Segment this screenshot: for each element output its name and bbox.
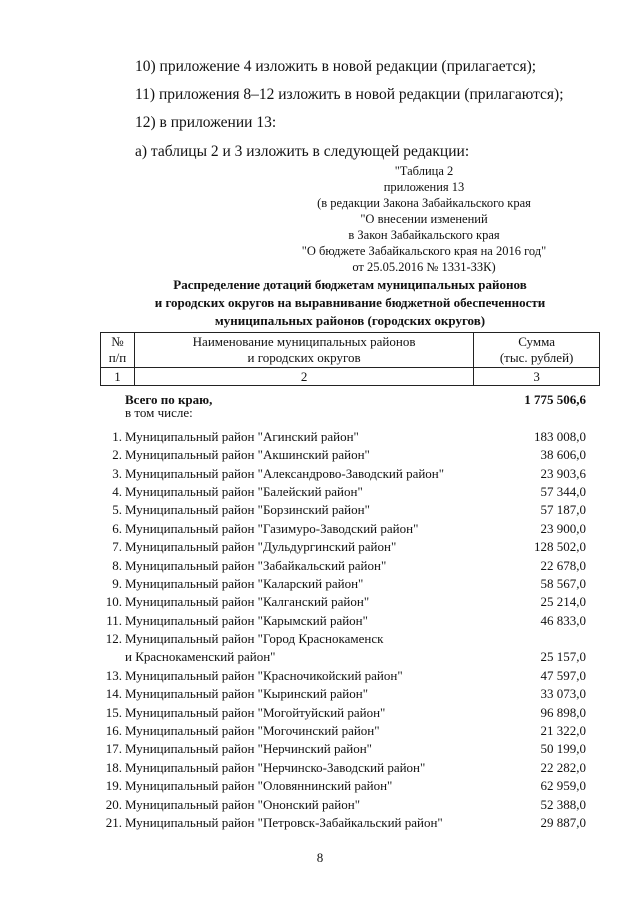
- row-number: 5.: [112, 502, 122, 518]
- header-line: "О бюджете Забайкальского края на 2016 год": [301, 244, 547, 258]
- row-value: 57 187,0: [540, 502, 586, 518]
- header-line: от 25.05.2016 № 1331-ЗЗК): [352, 260, 496, 274]
- header-line: (в редакции Закона Забайкальского края: [317, 196, 531, 210]
- title-line: муниципальных районов (городских округов): [214, 313, 486, 328]
- row-number: 8.: [112, 557, 122, 573]
- row-value: 46 833,0: [540, 612, 586, 628]
- table-row: [100, 538, 600, 556]
- row-value: 23 903,6: [540, 465, 586, 481]
- header-line: в Закон Забайкальского края: [348, 228, 500, 242]
- row-name: Муниципальный район "Газимуро-Заводский район": [125, 520, 419, 536]
- title-line: Распределение дотаций бюджетам муниципальных районов: [173, 277, 527, 292]
- row-value: 33 073,0: [540, 686, 586, 702]
- row-value: 96 898,0: [540, 704, 586, 720]
- row-name-continued: и Краснокаменский район": [125, 649, 276, 665]
- row-value: 21 322,0: [540, 723, 586, 739]
- col-sum-line: Сумма: [518, 334, 556, 349]
- paragraph-11: 11) приложения 8–12 изложить в новой редакции (прилагаются);: [135, 86, 564, 103]
- table-row: [100, 612, 600, 630]
- row-number: 11.: [106, 612, 122, 628]
- table-row: [100, 759, 600, 777]
- row-value: 22 282,0: [540, 759, 586, 775]
- row-name: Муниципальный район "Петровск-Забайкальский район": [125, 815, 443, 831]
- row-name: Муниципальный район "Красночикойский район": [125, 667, 403, 683]
- document-title: [100, 276, 600, 330]
- row-name: Муниципальный район "Балейский район": [125, 483, 363, 499]
- row-value: 50 199,0: [540, 741, 586, 757]
- row-value: 52 388,0: [540, 796, 586, 812]
- row-name: Муниципальный район "Кыринский район": [125, 686, 369, 702]
- header-line: "Таблица 2: [394, 164, 454, 178]
- paragraph-a: а) таблицы 2 и 3 изложить в следующей редакции:: [135, 143, 470, 160]
- total-row: [100, 391, 600, 428]
- table-body: [100, 391, 600, 832]
- row-number: 7.: [112, 539, 122, 555]
- row-name: Муниципальный район "Ононский район": [125, 796, 361, 812]
- row-value: 47 597,0: [540, 667, 586, 683]
- index-cell: 2: [134, 368, 473, 386]
- row-number: 19.: [105, 778, 122, 794]
- row-name: Муниципальный район "Дульдургинский район": [125, 539, 397, 555]
- index-cell: 3: [474, 368, 600, 386]
- row-number: 16.: [105, 723, 122, 739]
- table-row: [100, 575, 600, 593]
- row-name: Муниципальный район "Александрово-Заводский район": [125, 465, 445, 481]
- row-number: 20.: [105, 796, 122, 812]
- col-num-line: №: [111, 334, 124, 349]
- row-number: 9.: [112, 575, 122, 591]
- index-cell: 1: [101, 368, 135, 386]
- row-number: 6.: [112, 520, 122, 536]
- table-row: [100, 704, 600, 722]
- row-number: 15.: [105, 704, 122, 720]
- page-number: 8: [316, 850, 324, 865]
- total-label: Всего по краю,: [125, 392, 213, 407]
- row-number: 13.: [105, 667, 122, 683]
- table-row: [100, 722, 600, 740]
- row-name: Муниципальный район "Агинский район": [125, 428, 359, 444]
- total-value: 1 775 506,6: [524, 392, 586, 407]
- paragraph-10: 10) приложение 4 изложить в новой редакции (прилагается);: [135, 58, 537, 75]
- row-number: 4.: [112, 483, 122, 499]
- col-sum-line: (тыс. рублей): [499, 350, 574, 365]
- col-sum-header: [474, 333, 600, 368]
- header-line: приложения 13: [383, 180, 465, 194]
- table-row: [100, 557, 600, 575]
- row-name: Муниципальный район "Нерчинско-Заводский район": [125, 759, 426, 775]
- table-row: [100, 501, 600, 519]
- table-row: [100, 630, 600, 667]
- row-name: Муниципальный район "Город Краснокаменск: [125, 631, 384, 647]
- row-value: 62 959,0: [540, 778, 586, 794]
- table-header-note: [264, 163, 584, 275]
- paragraph-12: 12) в приложении 13:: [135, 114, 277, 131]
- row-value: 25 157,0: [540, 649, 586, 665]
- row-name: Муниципальный район "Оловяннинский район": [125, 778, 393, 794]
- col-name-header: [134, 333, 473, 368]
- row-number: 3.: [112, 465, 122, 481]
- row-name: Муниципальный район "Карымский район": [125, 612, 368, 628]
- row-value: 128 502,0: [534, 539, 586, 555]
- table-header-grid: [100, 332, 600, 386]
- row-number: 2.: [112, 447, 122, 463]
- header-line: "О внесении изменений: [360, 212, 488, 226]
- col-name-line: Наименование муниципальных районов: [192, 334, 416, 349]
- row-value: 29 887,0: [540, 815, 586, 830]
- row-name: Муниципальный район "Забайкальский район": [125, 557, 387, 573]
- row-number: 14.: [105, 686, 122, 702]
- table-row: [100, 483, 600, 501]
- title-line: и городских округов на выравнивание бюджетной обеспеченности: [154, 295, 546, 310]
- row-number: 18.: [105, 759, 122, 775]
- table-row: [100, 446, 600, 464]
- row-name: Муниципальный район "Могойтуйский район": [125, 704, 386, 720]
- row-number: 21.: [105, 815, 122, 831]
- row-name: Муниципальный район "Акшинский район": [125, 447, 370, 463]
- row-value: 58 567,0: [540, 575, 586, 591]
- row-name: Муниципальный район "Калганский район": [125, 594, 370, 610]
- row-number: 12.: [105, 631, 122, 647]
- row-value: 57 344,0: [540, 483, 586, 499]
- row-value: 38 606,0: [540, 447, 586, 463]
- row-name: Муниципальный район "Борзинский район": [125, 502, 370, 518]
- row-name: Муниципальный район "Нерчинский район": [125, 741, 372, 757]
- row-name: Муниципальный район "Каларский район": [125, 575, 364, 591]
- col-num-header: [101, 333, 135, 368]
- table-row: [100, 593, 600, 611]
- total-sub: в том числе:: [125, 405, 193, 420]
- row-number: 17.: [105, 741, 122, 757]
- col-name-line: и городских округов: [247, 350, 361, 365]
- table-row: [100, 685, 600, 703]
- table-row: [100, 520, 600, 538]
- table-row: [100, 814, 600, 832]
- row-value: 25 214,0: [540, 594, 586, 610]
- row-value: 183 008,0: [534, 428, 586, 444]
- row-value: 23 900,0: [540, 520, 586, 536]
- table-row: [100, 667, 600, 685]
- table-row: [100, 796, 600, 814]
- table-row: [100, 428, 600, 446]
- col-num-line: п/п: [108, 350, 127, 365]
- row-name: Муниципальный район "Могочинский район": [125, 723, 380, 739]
- table-row: [100, 777, 600, 795]
- table-row: [100, 465, 600, 483]
- row-number: 10.: [105, 594, 122, 610]
- row-number: 1.: [112, 428, 122, 444]
- table-row: [100, 740, 600, 758]
- row-value: 22 678,0: [540, 557, 586, 573]
